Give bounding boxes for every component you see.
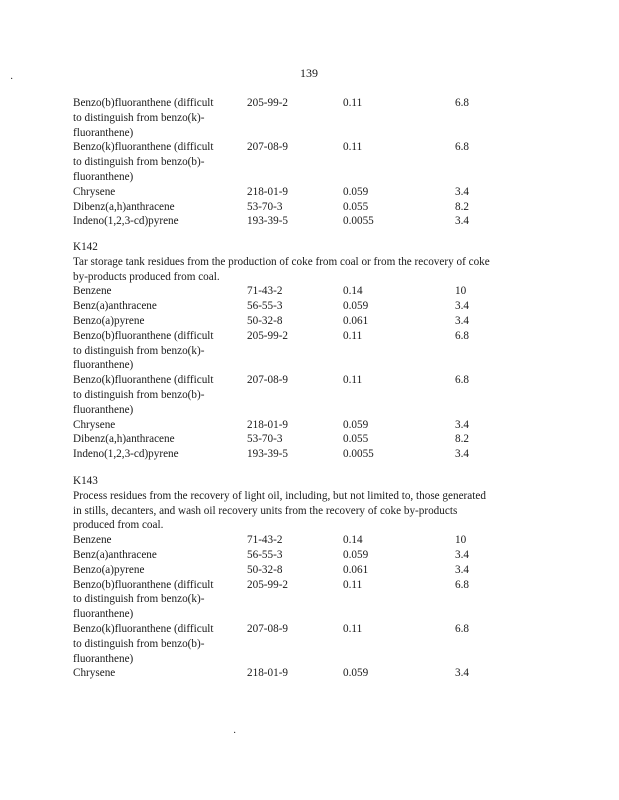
waste-description-line: Tar storage tank residues from the production of coke from coal or from the recovery of coke [73, 255, 490, 268]
constituent-name [73, 418, 247, 433]
constituent-name-line: Benzene [73, 285, 112, 298]
cas-number: 50-32-8 [247, 563, 283, 576]
cas-number: 56-55-3 [247, 300, 283, 313]
table-row [73, 200, 553, 215]
wastewater-value: 0.059 [343, 185, 369, 198]
table-row [73, 548, 553, 563]
cas-number: 207-08-9 [247, 374, 289, 387]
table-row [73, 214, 553, 229]
constituent-name-line: to distinguish from benzo(k)- [73, 344, 205, 357]
waste-description-line: Process residues from the recovery of light oil, including, but not limited to, those generated [73, 489, 486, 502]
constituent-name-line: Benzo(a)pyrene [73, 563, 145, 576]
cas-number: 53-70-3 [247, 200, 283, 213]
constituent-name [73, 96, 247, 140]
waste-code: K143 [73, 475, 98, 487]
constituent-name [73, 214, 247, 229]
constituent-name [73, 329, 247, 373]
constituent-name [73, 432, 247, 447]
section-continued [73, 96, 553, 229]
wastewater-value: 0.11 [343, 622, 363, 635]
waste-code: K142 [73, 241, 98, 253]
constituent-name [73, 533, 247, 548]
table-row [73, 418, 553, 433]
wastewater-value: 0.059 [343, 418, 369, 431]
wastewater-value: 0.061 [343, 563, 369, 576]
wastewater-value: 0.0055 [343, 215, 374, 228]
wastewater-value: 0.11 [343, 578, 363, 591]
constituent-name [73, 314, 247, 329]
wastewater-value: 0.11 [343, 329, 363, 342]
constituent-name [73, 666, 247, 681]
constituent-name-line: to distinguish from benzo(b)- [73, 637, 205, 650]
constituent-name-line: Indeno(1,2,3-cd)pyrene [73, 215, 179, 228]
constituent-name-line: Chrysene [73, 667, 116, 680]
nonwastewater-value: 3.4 [455, 548, 469, 561]
table-row [73, 447, 553, 462]
constituent-name [73, 622, 247, 666]
nonwastewater-value: 8.2 [455, 200, 469, 213]
table-row [73, 314, 553, 329]
constituent-name-line: Chrysene [73, 418, 116, 431]
wastewater-value: 0.14 [343, 285, 363, 298]
table-row [73, 578, 553, 622]
constituent-name-line: Benzo(b)fluoranthene (difficult [73, 578, 214, 591]
constituent-name-line: to distinguish from benzo(b)- [73, 388, 205, 401]
wastewater-value: 0.061 [343, 314, 369, 327]
table-row [73, 563, 553, 578]
constituent-name [73, 284, 247, 299]
constituent-name [73, 299, 247, 314]
constituent-name-line: Benzo(k)fluoranthene (difficult [73, 141, 214, 154]
cas-number: 71-43-2 [247, 534, 283, 547]
waste-description-line: by-products produced from coal. [73, 270, 220, 283]
constituent-name [73, 563, 247, 578]
nonwastewater-value: 6.8 [455, 374, 469, 387]
cas-number: 207-08-9 [247, 622, 289, 635]
constituent-name-line: fluoranthene) [73, 608, 134, 621]
nonwastewater-value: 3.4 [455, 300, 469, 313]
wastewater-value: 0.11 [343, 141, 363, 154]
constituent-name [73, 548, 247, 563]
page-number: 139 [300, 66, 318, 80]
wastewater-value: 0.0055 [343, 448, 374, 461]
cas-number: 205-99-2 [247, 329, 289, 342]
constituent-name-line: to distinguish from benzo(k)- [73, 593, 205, 606]
cas-number: 71-43-2 [247, 285, 283, 298]
nonwastewater-value: 3.4 [455, 314, 469, 327]
table-row [73, 185, 553, 200]
constituent-name-line: Benz(a)anthracene [73, 548, 157, 561]
wastewater-value: 0.059 [343, 548, 369, 561]
nonwastewater-value: 6.8 [455, 329, 469, 342]
waste-description-line: produced from coal. [73, 519, 164, 532]
nonwastewater-value: 3.4 [455, 667, 469, 680]
wastewater-value: 0.055 [343, 200, 369, 213]
constituent-name-line: Benzo(b)fluoranthene (difficult [73, 97, 214, 109]
cas-number: 207-08-9 [247, 141, 289, 154]
constituent-name-line: Benzo(k)fluoranthene (difficult [73, 622, 214, 635]
cas-number: 56-55-3 [247, 548, 283, 561]
nonwastewater-value: 3.4 [455, 185, 469, 198]
nonwastewater-value: 3.4 [455, 215, 469, 228]
table-row [73, 432, 553, 447]
nonwastewater-value: 6.8 [455, 578, 469, 591]
constituent-name-line: fluoranthene) [73, 170, 134, 183]
nonwastewater-value: 6.8 [455, 97, 469, 109]
table-row [73, 666, 553, 681]
constituent-name-line: Benzo(a)pyrene [73, 314, 145, 327]
nonwastewater-value: 3.4 [455, 563, 469, 576]
constituent-name-line: to distinguish from benzo(k)- [73, 111, 205, 124]
wastewater-value: 0.11 [343, 374, 363, 387]
table-row [73, 533, 553, 548]
table-row [73, 299, 553, 314]
constituent-name-line: fluoranthene) [73, 403, 134, 416]
constituent-name-line: fluoranthene) [73, 652, 134, 665]
constituent-name [73, 140, 247, 184]
constituent-name [73, 373, 247, 417]
constituent-name-line: to distinguish from benzo(b)- [73, 156, 205, 169]
wastewater-value: 0.14 [343, 534, 363, 547]
wastewater-value: 0.059 [343, 667, 369, 680]
constituent-name-line: Dibenz(a,h)anthracene [73, 433, 175, 446]
constituent-name-line: fluoranthene) [73, 359, 134, 372]
cas-number: 193-39-5 [247, 448, 289, 461]
waste-description-line: in stills, decanters, and wash oil recovery units from the recovery of coke by-products [73, 504, 458, 517]
cas-number: 218-01-9 [247, 185, 289, 198]
cas-number: 218-01-9 [247, 667, 289, 680]
cas-number: 193-39-5 [247, 215, 289, 228]
cas-number: 50-32-8 [247, 314, 283, 327]
wastewater-value: 0.059 [343, 300, 369, 313]
nonwastewater-value: 10 [455, 534, 467, 547]
table-row [73, 622, 553, 666]
wastewater-value: 0.055 [343, 433, 369, 446]
table-row [73, 140, 553, 184]
constituent-name [73, 200, 247, 215]
scan-speck: · [233, 728, 237, 739]
nonwastewater-value: 3.4 [455, 418, 469, 431]
table-row [73, 96, 553, 140]
cas-number: 53-70-3 [247, 433, 283, 446]
nonwastewater-value: 8.2 [455, 433, 469, 446]
scan-speck: · [10, 74, 14, 85]
nonwastewater-value: 6.8 [455, 141, 469, 154]
cas-number: 205-99-2 [247, 578, 289, 591]
constituent-name-line: Indeno(1,2,3-cd)pyrene [73, 448, 179, 461]
section-k142 [73, 240, 553, 462]
nonwastewater-value: 10 [455, 285, 467, 298]
section-k143 [73, 474, 553, 681]
cas-number: 205-99-2 [247, 97, 289, 109]
constituent-name-line: Benzo(k)fluoranthene (difficult [73, 374, 214, 387]
constituent-name [73, 185, 247, 200]
constituent-name-line: fluoranthene) [73, 126, 134, 139]
table-row [73, 373, 553, 417]
cas-number: 218-01-9 [247, 418, 289, 431]
table-row [73, 329, 553, 373]
table-row [73, 284, 553, 299]
wastewater-value: 0.11 [343, 97, 363, 109]
nonwastewater-value: 3.4 [455, 448, 469, 461]
constituent-name-line: Chrysene [73, 185, 116, 198]
constituent-name [73, 578, 247, 622]
constituent-name-line: Benzene [73, 534, 112, 547]
constituent-name [73, 447, 247, 462]
constituent-name-line: Benz(a)anthracene [73, 300, 157, 313]
nonwastewater-value: 6.8 [455, 622, 469, 635]
constituent-name-line: Benzo(b)fluoranthene (difficult [73, 329, 214, 342]
constituent-name-line: Dibenz(a,h)anthracene [73, 200, 175, 213]
